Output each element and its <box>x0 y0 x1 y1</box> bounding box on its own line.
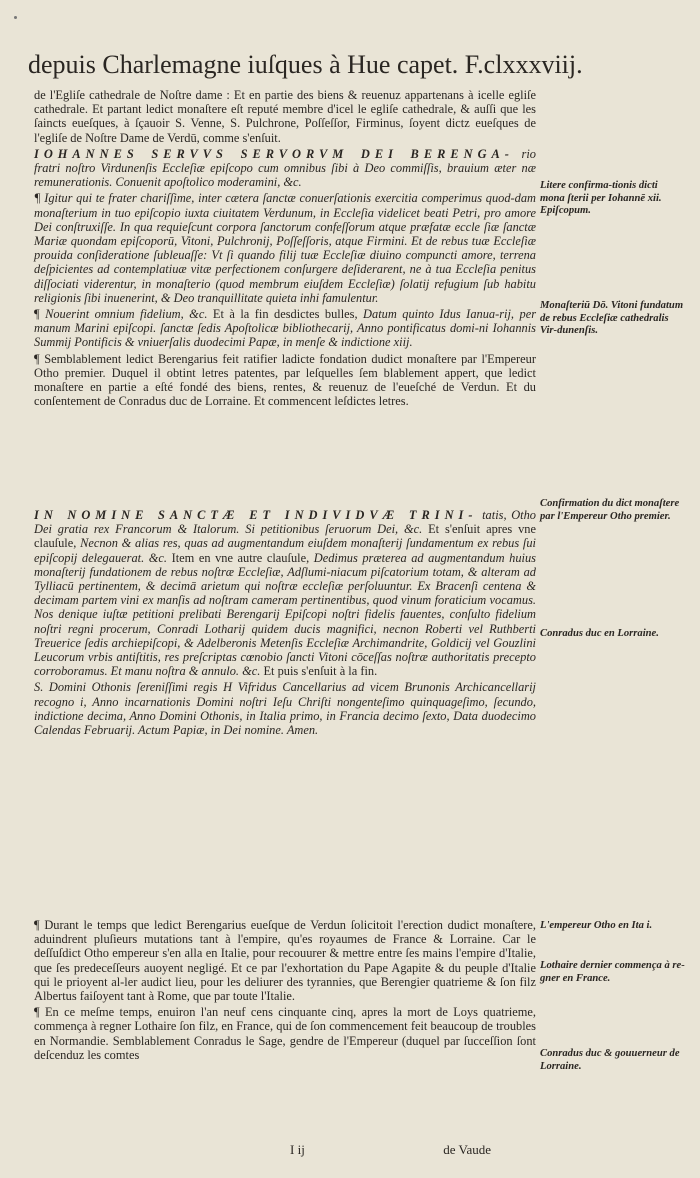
margin-note-text: Litere confirma-tionis dicti mona ſterii per Iohannē xii. Epiſcopum. <box>540 180 662 217</box>
paragraph-otho-text: Semblablement ledict Berengarius feit ratifier ladicte fondation dudict monaſtere par l'Empereur Otho premier. Duquel il obtint letres patentes, par leſquelles ſem blablement appert, que ledict monaſtere en partie a eſté fondé des biens, rentes, & reuenuz de l'eueſché de Verdun. Et du conſentement de Conradus duc de Lorraine. Et commencent leſdictes letres. <box>34 351 536 409</box>
page-footer <box>290 1142 670 1158</box>
running-header <box>28 50 688 80</box>
charter-french-1: Et s'enſuit apres vne clauſule, <box>34 522 536 551</box>
margin-note-text: Conradus duc en Lorraine. <box>540 628 659 639</box>
charter-french-3: Et puis s'enſuit à la fin. <box>260 664 378 679</box>
bull-closing-formula: Nouerint omnium fidelium, &c. <box>45 307 208 322</box>
charter-intitulation: tatis, Otho Dei gratia rex Francorum & Italorum. Si petitionibus ſeruorum Dei, &c. <box>34 508 536 537</box>
margin-note-text: L'empereur Otho en Ita i. <box>540 920 653 931</box>
margin-note-text: Lothaire dernier commença à re-gner en France. <box>540 960 685 984</box>
paragraph-italy-text: Durant le temps que ledict Berengarius eueſque de Verdun ſolicitoit l'erection dudict monaſtere, aduindrent pluſieurs mutations tant à l'empire, qu'es royaumes de France & Lorraine. Car le deſſuſdict Otho empereur s'en alla en Italie, pour recouurer & mettre entre ſes mains l'empire d'Italie, que ſes predeceſſeurs auoyent negligé. Et ce par l'exhortation du Pape Agapite & du peuple d'Italie qui le prioyent al-ler audict lieu, pour les deliurer des tyrannies, que Berengier quatrieme & ſon filz Albertus faiſoyent tant à Rome, que par toute l'Italie. <box>34 918 536 1004</box>
bull-closing: ¶ Nouerint omnium fidelium, &c. Et à la fin desdictes bulles, Datum quinto Idus Ianua-rij, per manum Marini epiſcopi. ſanctæ ſedis Apoſtolicæ bibliothecarij, Anno pontificatus domi-ni Iohannis Summij Pontificis & vniuerſalis duodecimi Papæ, in menſe & indictione xiij. <box>34 307 537 350</box>
charter-text <box>34 508 536 678</box>
margin-note-conradus <box>540 628 685 641</box>
bull-opening <box>34 147 536 190</box>
paragraph-italy: ¶ Durant le temps que ledict Berengarius eueſque de Verdun ſolicitoit l'erection dudict monaſtere, aduindrent pluſieurs mutations tant à l'empire, qu'es royaumes de France & Lorraine. Car le deſſuſdict Otho empereur s'en alla en Italie, pour recouurer & mettre entre ſes mains l'empire d'Italie, que ſes predeceſſeurs auoyent negligé. Et ce par l'exhortation du Pape Agapite & du peuple d'Italie qui le prioyent al-ler audict lieu, pour les deliurer des tyrannies, que Berengier quatrieme & ſon filz Albertus faiſoyent tant à Rome, que par toute l'Italie. <box>34 918 536 1004</box>
margin-note-text: Conradus duc & gouuerneur de Lorraine. <box>540 1048 680 1072</box>
margin-note-otho-italy <box>540 920 685 933</box>
margin-note-conradus-lorraine <box>540 1048 685 1073</box>
paragraph-lothaire-text: En ce meſme temps, enuiron l'an neuf cens cinquante cinq, apres la mort de Loys quatrieme, commença à regner Lothaire ſon filz, en France, qui de ſon commencement feit beaucoup de troubles en Normandie. Semblablement Conradus le Sage, gendre de l'Empereur (duquel par ſucceſſion ſont deſcenduz les comtes <box>34 1005 536 1062</box>
bull-closing-french: Et à la fin desdictes bulles, <box>207 307 364 322</box>
paragraph-otho-ratification: ¶ Semblablement ledict Berengarius feit ratifier ladicte fondation dudict monaſtere par l'Empereur Otho premier. Duquel il obtint letres patentes, par leſquelles ſem blablement appert, que ledict monaſtere en partie a eſté fondé des biens, rentes, & reuenuz de l'eueſché de Verdun. Et du conſentement de Conradus duc de Lorraine. Et commencent leſdictes letres. <box>34 351 536 409</box>
charter-clause-2: Dedimus præterea ad augmentandum huius monaſterij fundationem de rebus noſtræ Eccleſiæ, Adſlumi-niacum piſcatorium totam, & alteram ad Tylliacū pertinentem, & decimā arietum qui noſtræ eccleſiæ perſoluuntur. Ex Bracenſi centena & decimam partem vini ex manſis ad noſtram cameram pertinentibus, quod vinum foraticium vocamus. Nos denique iuſtæ petitioni prelibati Berengarij Epiſcopi noſtri fidelis fauentes, conſulto fidelium noſtri regni procerum, Conradi Lotharij quidem ducis magnifici, necnon Roberti vel Ruthberti Treuerice ſedis archiepiſcopi, & Adelberonis Metenſis Eccleſiæ Archimandrite, Goldicij vel Gouzlini Leucorum vrbis antiſtitis, res preſcriptas cœnobio ſancti Vitoni cōceſſas noſtræ authoritatis precepto corroboramus. Et manu noſtra & annulo. &c. <box>34 550 536 679</box>
bull-body-text: Igitur qui te frater chariſſime, inter cætera ſanctæ conuerſationis exercitia comperimus quod-dam monaſterium in tuo epiſcopio iuxta ciuitatem Verdunum, in Eccleſia videlicet beati Petri, pro amore Dei conſtruxiſſe. In qua requieſcunt corpora ſanctorum confeſſorum atque præfatæ eccle ſiæ ſanctæ Mariæ quondam epiſcoporū, Vitoni, Pulchronij, Poſſeſſoris, atque Firmini. Et de rebus tuæ Eccleſiæ prouida conſideratione ſubleuaſſe: Vt ſi quando filij tuæ Eccleſiæ diuino compuncti amore, terrena deſpicientes ad contemplatiuæ vitæ perfectionem conſurgere deſiderarent, ne à tua Eccleſia penitus diſſociati viderentur, in monaſterio (quod membrum eiuſdem Eccleſiæ) ſolatij refugium ſub habitu religionis ſibi inuenerint, & Deo tranquillitate quieta inhi famulentur. <box>34 191 536 305</box>
bull-salutation-caps: IOHANNES SERVVS SERVORVM DEI BERENGA- <box>34 146 514 161</box>
paragraph-intro: de l'Egliſe cathedrale de Noſtre dame : Et en partie des biens & reuenuz appartenans à icelle egliſe cathedrale. Et partant ledict monaſtere eſt reputé membre d'icel le egliſe cathedrale, & auſſi que les ſaincts eueſques, à ſçauoir S. Venne, S. Pulchrone, Poſſeſſor, Firminus, ſoyent dictz eueſques de l'egliſe de Noſtre Dame de Verdū, comme s'enſuit. <box>34 88 536 145</box>
charter-french-2: Item en vne autre clauſule, <box>167 550 314 565</box>
margin-note-lothaire <box>540 960 685 985</box>
bull-dating-clause: Datum quinto Idus Ianua-rij, per manum Marini epiſcopi. ſanctæ ſedis Apoſtolicæ bibliothecarij, Anno pontificatus domi-ni Iohannis Summij Pontificis & vniuerſalis duodecimi Papæ, in menſe & indictione xiij. <box>34 307 537 350</box>
margin-note-text: Monaſteriū Dō. Vitoni fundatum de rebus Eccleſiæ cathedralis Vir-dunenſis. <box>540 300 684 337</box>
margin-note-text: Confirmation du dict monaſtere par l'Empereur Otho premier. <box>540 498 680 522</box>
margin-note-foundation <box>540 300 685 338</box>
signature-mark: I ij <box>290 1142 305 1157</box>
charter-invocation-caps: IN NOMINE SANCTÆ ET INDIVIDVÆ TRINI- <box>34 508 478 522</box>
margin-note-confirmation-bull <box>540 180 685 218</box>
main-text-block-3 <box>34 918 536 1064</box>
paragraph-lothaire: ¶ En ce meſme temps, enuiron l'an neuf cens cinquante cinq, apres la mort de Loys quatrieme, commença à regner Lothaire ſon filz, en France, qui de ſon commencement feit beaucoup de troubles en Normandie. Semblablement Conradus le Sage, gendre de l'Empereur (duquel par ſucceſſion ſont deſcenduz les comtes <box>34 1005 536 1062</box>
charter-clause-1: Necnon & alias res, quas ad augmentandum eiuſdem monaſterij ſundamentum ex rebus ſui epiſcopij delegauerat. &c. <box>34 536 536 565</box>
ink-speck <box>14 16 17 19</box>
folio-number: F.clxxxviij. <box>464 50 583 79</box>
main-text-block <box>34 88 536 410</box>
margin-note-otho-confirmation <box>540 498 685 523</box>
bull-body: ¶ Igitur qui te frater chariſſime, inter cætera ſanctæ conuerſationis exercitia comperimus quod-dam monaſterium in tuo epiſcopio iuxta ciuitatem Verdunum, in Eccleſia videlicet beati Petri, pro amore Dei conſtruxiſſe. In qua requieſcunt corpora ſanctorum confeſſorum atque præfatæ eccle ſiæ ſanctæ Mariæ quondam epiſcoporū, Vitoni, Pulchronij, Poſſeſſoris, atque Firmini. Et de rebus tuæ Eccleſiæ prouida conſideratione ſubleuaſſe: Vt ſi quando filij tuæ Eccleſiæ diuino compuncti amore, terrena deſpicientes ad contemplatiuæ vitæ perfectionem conſurgere deſiderarent, ne à tua Eccleſia penitus diſſociati viderentur, in monaſterio (quod membrum eiuſdem Eccleſiæ) ſolatij refugium ſub habitu religionis ſibi inuenerint, & Deo tranquillitate quieta inhi famulentur. <box>34 191 536 305</box>
catchword: de Vaude <box>443 1142 492 1157</box>
main-text-block-2 <box>34 508 536 739</box>
bull-salutation-rest: rio fratri noſtro Virdunenſis Eccleſiæ epiſcopo cum omnibus ſibi à Deo commiſſis, brauium æter næ remunerationis. Conuenit apoſtolico moderamini, &c. <box>34 146 536 190</box>
charter-subscription: S. Domini Othonis ſereniſſimi regis H Vifridus Cancellarius ad vicem Brunonis Archicancellarij recogno i, Anno incarnationis Domini noſtri Ieſu Chriſti nongenteſimo quinquageſimo, ſecundo, indictione decima, Anno Domini Othonis, in Italia primo, in Francia decimo ſexto, Data duodecimo Calendas Februarij. Actum Papiæ, in Dei nomine. Amen. <box>34 680 536 738</box>
running-head-title: depuis Charlemagne iuſques à Hue capet. <box>28 50 459 79</box>
